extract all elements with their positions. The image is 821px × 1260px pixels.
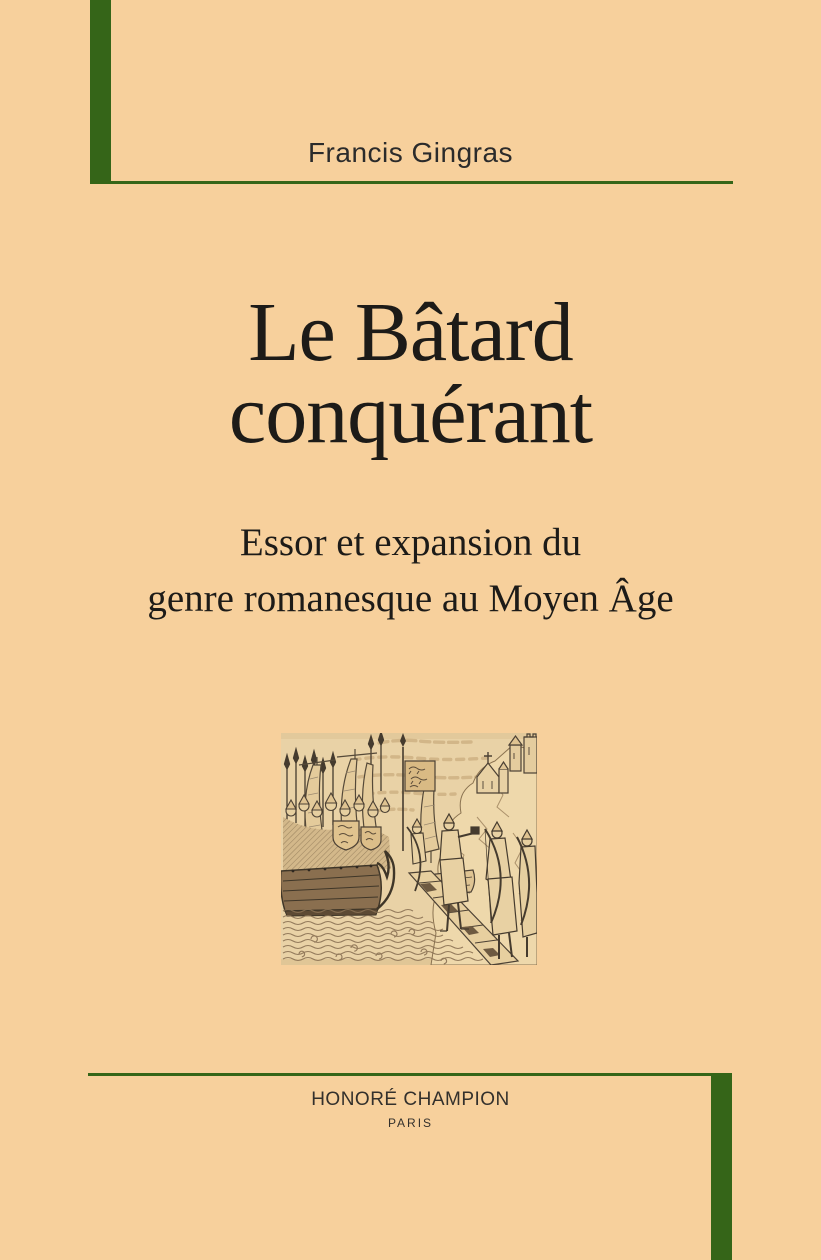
- book-title: [0, 286, 821, 461]
- bottom-rule: [88, 1073, 732, 1076]
- book-subtitle: [0, 515, 821, 627]
- publisher-city: PARIS: [387, 1116, 434, 1130]
- publisher-name: HONORÉ CHAMPION: [311, 1089, 510, 1110]
- subtitle-line-1: Essor et expansion du: [239, 521, 582, 564]
- top-rule: [90, 181, 733, 184]
- soldiers: [283, 793, 391, 871]
- author-name: Francis Gingras: [307, 137, 514, 168]
- title-line-2: conquérant: [228, 368, 593, 461]
- cover-illustration: [281, 733, 537, 965]
- title-line-1: Le Bâtard: [248, 286, 573, 379]
- subtitle-line-2: genre romanesque au Moyen Âge: [147, 577, 674, 620]
